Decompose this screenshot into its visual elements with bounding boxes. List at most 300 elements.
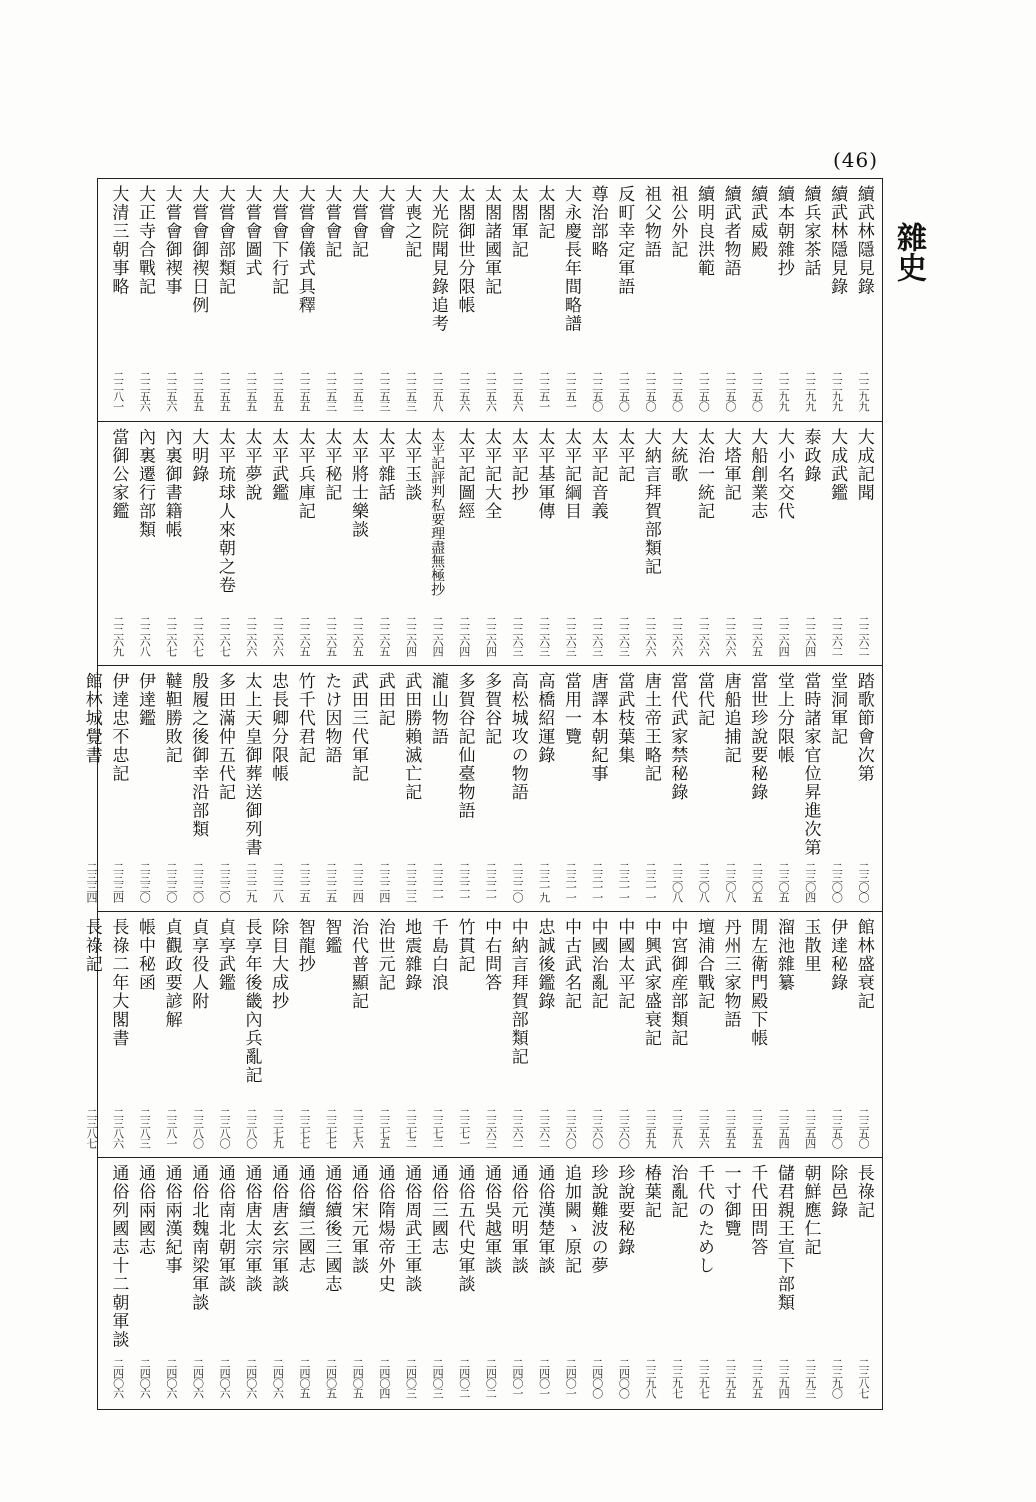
entry-title: 伊達鑑 [135,672,156,728]
index-entry [158,1164,184,1402]
entry-number: 二二五三 [377,371,391,411]
entry-number: 二三五八 [670,1108,684,1148]
index-entry [211,672,237,906]
entry-title: 續武林隱見錄 [853,185,874,296]
entry-number: 二三〇八 [697,862,711,902]
entry-title: 太平雜話 [374,428,395,502]
entry-number: 二四〇六 [191,1358,205,1398]
index-entry [451,1164,477,1402]
index-entry [264,672,290,906]
entry-number: 二三二一 [457,862,471,902]
entry-number: 二四〇五 [351,1358,365,1398]
index-entry [291,918,317,1152]
entry-number: 二二五一 [564,371,578,411]
entry-title: 太閤軍記 [507,185,528,259]
entry-title: 尊治部略 [587,185,608,259]
entry-number: 二三五〇 [830,1108,844,1148]
index-entry [823,918,849,1152]
entry-number: 二二九九 [857,371,870,411]
entry-title: 續兵家茶話 [800,185,821,278]
entry-title: 館林城覺書 [81,672,102,765]
entry-number: 二三六三 [484,1108,498,1148]
entry-title: 千代のためし [694,1164,715,1275]
entry-number: 二三九五 [750,1358,764,1398]
index-entry [318,672,344,906]
index-frame [81,178,883,1410]
index-entry [744,918,770,1152]
index-entry [531,672,557,906]
entry-number: 二二五〇 [723,371,737,411]
entry-number: 二三九〇 [830,1358,844,1398]
entry-number: 二二六九 [111,616,125,656]
entry-title: 大清三朝事略 [108,185,129,296]
index-band [98,1157,882,1407]
index-entry [637,428,663,660]
entry-number: 二二五六 [457,371,471,411]
index-entry [717,672,743,906]
entry-number: 二二六四 [404,616,418,656]
index-entry [131,672,157,906]
entry-number: 二三二五 [324,862,338,902]
entry-number: 二二六五 [750,616,764,656]
index-entry [770,672,796,906]
entry-title: 閒左衛門殿下帳 [747,918,768,1048]
entry-number: 二二五五 [271,371,285,411]
index-entry [397,428,423,660]
entry-number: 二四〇五 [297,1358,311,1398]
index-entry [531,918,557,1152]
entry-title: たけ因物語 [321,672,342,765]
entry-number: 二二六四 [457,616,471,656]
entry-number: 二四〇五 [324,1358,338,1398]
index-entry [371,185,397,415]
entry-number: 二三六〇 [590,1108,604,1148]
entry-title: 大嘗會記 [321,185,342,259]
entry-number: 二三三〇 [191,862,205,902]
entry-title: 堂洞軍記 [827,672,848,746]
entry-title: 殷履之後御幸沿部類 [188,672,209,839]
index-entry [637,918,663,1152]
index-entry [131,918,157,1152]
index-entry [690,672,716,906]
entry-number: 二二五六 [164,371,178,411]
index-entry [717,428,743,660]
entry-title: 竹貫記 [454,918,475,974]
entry-number: 二三五四 [803,1108,817,1148]
entry-number: 二三八七 [857,1358,870,1398]
entry-number: 二三六〇 [617,1108,631,1148]
entry-number: 二二六六 [244,616,258,656]
entry-title: 當御公家鑑 [108,428,129,521]
entry-number: 二二六八 [138,616,152,656]
index-entry [451,918,477,1152]
entry-number: 二三八七 [85,1108,98,1148]
entry-number: 二三一一 [564,862,578,902]
entry-number: 二二五五 [191,371,205,411]
entry-title: 大嘗會御禊日例 [188,185,209,315]
entry-title: 高松城攻の物語 [507,672,528,802]
entry-title: 太平記音義 [587,428,608,521]
index-entry [797,428,823,660]
index-entry [264,918,290,1152]
entry-number: 二三五〇 [857,1108,870,1148]
index-entry [584,1164,610,1402]
entry-number: 二二六四 [431,616,445,656]
entry-number: 二三六〇 [564,1108,578,1148]
index-band [98,421,882,665]
entry-title: 大明錄 [188,428,209,484]
entry-title: 唐船追捕記 [720,672,741,765]
entry-number: 二三一一 [617,862,631,902]
entry-title: 大嘗會 [374,185,395,241]
entry-title: 武田記 [374,672,395,728]
entry-title: 通俗吳越軍談 [481,1164,502,1275]
index-entry [504,672,530,906]
entry-number: 二三二九 [244,862,258,902]
entry-title: 太閤諸國軍記 [481,185,502,296]
entry-number: 二二八一 [111,371,125,411]
entry-number: 二四〇六 [271,1358,285,1398]
entry-number: 二二五六 [138,371,152,411]
index-entry [184,918,210,1152]
index-entry [823,672,849,906]
entry-title: 通俗唐玄宗軍談 [268,1164,289,1294]
index-entry [504,428,530,660]
entry-title: 大嘗會記 [347,185,368,259]
entry-title: 大船創業志 [747,428,768,521]
index-entry [664,918,690,1152]
index-entry [344,185,370,415]
entry-title: 通俗三國志 [427,1164,448,1257]
entry-title: 武田三代軍記 [347,672,368,783]
index-entry [531,185,557,415]
entry-title: 中古武名記 [560,918,581,1011]
entry-title: 長享年後畿內兵亂記 [241,918,262,1085]
entry-title: 當武枝葉集 [614,672,635,765]
entry-number: 二二五五 [297,371,311,411]
entry-title: 伊達秘錄 [827,918,848,992]
entry-number: 二三六二 [537,1108,551,1148]
entry-number: 二二五〇 [644,371,658,411]
entry-title: 當用一覽 [560,672,581,746]
index-entry [184,185,210,415]
entry-title: 大嘗會圖式 [241,185,262,278]
index-entry [717,185,743,415]
entry-title: 大塔軍記 [720,428,741,502]
index-entry [557,185,583,415]
entry-title: 唐土帝王略記 [640,672,661,783]
index-entry [451,672,477,906]
entry-title: 太平記 [614,428,635,484]
entry-title: 堂上分限帳 [773,672,794,765]
index-entry [451,185,477,415]
entry-number: 二二五八 [431,371,445,411]
index-entry [610,185,636,415]
entry-title: 貞享武鑑 [214,918,235,992]
entry-title: 治亂記 [667,1164,688,1220]
entry-title: 續武林隱見錄 [827,185,848,296]
entry-number: 二三五五 [750,1108,764,1148]
entry-title: 大喪之記 [401,185,422,259]
entry-number: 二二六五 [324,616,338,656]
entry-number: 二三九三 [803,1358,817,1398]
index-entry [158,428,184,660]
entry-title: 太治一統記 [694,428,715,521]
entry-number: 二二六六 [670,616,684,656]
entry-number: 二二六三 [537,616,551,656]
entry-title: 千代田問答 [747,1164,768,1257]
entry-number: 二四〇六 [244,1358,258,1398]
entry-number: 二四〇一 [537,1358,551,1398]
entry-title: 太平琉球人來朝之卷 [214,428,235,595]
entry-number: 二三八〇 [244,1108,258,1148]
entry-number: 二三九八 [644,1358,658,1398]
entry-number: 二四〇六 [111,1358,125,1398]
entry-title: 太平玉談 [401,428,422,502]
index-entry [344,1164,370,1402]
entry-title: 續武者物語 [720,185,741,278]
index-entry [557,1164,583,1402]
entry-title: 韃靼勝敗記 [161,672,182,765]
index-entry [424,185,450,415]
index-entry [131,185,157,415]
entry-number: 二三〇八 [723,862,737,902]
index-entry [823,428,849,660]
index-entry [797,672,823,906]
index-entry [318,1164,344,1402]
entry-title: 丹州三家物語 [720,918,741,1029]
entry-title: 館林盛衰記 [853,918,874,1011]
entry-title: 泰政錄 [800,428,821,484]
index-entry [477,428,503,660]
index-entry [610,672,636,906]
entry-title: 大嘗會御禊事 [161,185,182,296]
entry-number: 二三二四 [351,862,365,902]
entry-title: 太平記抄 [507,428,528,502]
index-entry [850,428,876,660]
entry-number: 二二六七 [164,616,178,656]
index-entry [504,185,530,415]
entry-title: 忠長卿分限帳 [268,672,289,783]
entry-title: 大嘗會儀式具釋 [294,185,315,315]
entry-number: 二二六六 [271,616,285,656]
entry-number: 二三八一 [164,1108,178,1148]
index-entry [664,185,690,415]
entry-number: 二三七一 [457,1108,471,1148]
entry-title: 太平將士樂談 [347,428,368,539]
entry-title: 當世珍說要秘錄 [747,672,768,802]
entry-number: 二三七二 [431,1108,445,1148]
index-entry [184,672,210,906]
entry-title: 忠誠後鑑錄 [534,918,555,1011]
index-entry [105,918,131,1152]
entry-number: 二三八〇 [191,1108,205,1148]
entry-number: 二二六二 [857,616,870,656]
entry-number: 二四〇一 [510,1358,524,1398]
entry-number: 二二五〇 [590,371,604,411]
entry-number: 二三七六 [351,1108,365,1148]
index-entry [850,1164,876,1402]
entry-title: 通俗續三國志 [294,1164,315,1275]
index-entry [823,185,849,415]
index-entry [690,918,716,1152]
index-entry [770,185,796,415]
index-entry [717,1164,743,1402]
index-entry [318,918,344,1152]
index-entry [664,1164,690,1402]
entry-title: 中納言拜賀部類記 [507,918,528,1066]
entry-number: 二四〇一 [564,1358,578,1398]
entry-number: 二二九九 [830,371,844,411]
index-entry [105,672,131,906]
index-entry [664,428,690,660]
index-entry [610,428,636,660]
entry-number: 二三二五 [297,862,311,902]
index-entry [797,185,823,415]
entry-title: 踏歌節會次第 [853,672,874,783]
entry-number: 二三八三 [138,1108,152,1148]
index-entry [850,672,876,906]
entry-number: 二三一一 [644,862,658,902]
entry-number: 二二五六 [510,371,524,411]
index-entry [557,672,583,906]
index-entry [371,672,397,906]
index-entry [504,1164,530,1402]
entry-number: 二四〇六 [138,1358,152,1398]
index-entry [451,428,477,660]
entry-title: 珍說要秘錄 [614,1164,635,1257]
entry-number: 二二五三 [404,371,418,411]
index-entry [105,185,131,415]
entry-number: 二二六五 [377,616,391,656]
entry-number: 二二六五 [351,616,365,656]
entry-number: 二二九九 [803,371,817,411]
entry-title: 太平秘記 [321,428,342,502]
entry-number: 二二五五 [218,371,232,411]
index-entry [584,918,610,1152]
entry-number: 二三五四 [777,1108,791,1148]
index-entry [238,185,264,415]
entry-number: 二四〇〇 [590,1358,604,1398]
entry-title: 反町幸定軍語 [614,185,635,296]
index-entry [344,918,370,1152]
entry-title: 通俗隋煬帝外史 [374,1164,395,1294]
entry-number: 二二六二 [830,616,844,656]
index-band [98,179,882,421]
entry-number: 二二六三 [617,616,631,656]
entry-number: 二三七二 [404,1108,418,1148]
index-entry [291,428,317,660]
entry-number: 二二五五 [244,371,258,411]
entry-number: 二二六六 [697,616,711,656]
entry-number: 二二六四 [484,616,498,656]
index-entry [264,185,290,415]
entry-title: 追加闕ゝ原記 [560,1164,581,1275]
entry-title: 通俗續後三國志 [321,1164,342,1294]
entry-number: 二二六五 [297,616,311,656]
index-entry [211,428,237,660]
entry-number: 二三二一 [484,862,498,902]
index-entry [850,185,876,415]
entry-title: 通俗唐太宗軍談 [241,1164,262,1294]
entry-title: 智鑑 [321,918,342,955]
index-entry [770,428,796,660]
index-entry [344,428,370,660]
entry-title: 通俗北魏南梁軍談 [188,1164,209,1312]
entry-title: 太閤御世分限帳 [454,185,475,315]
entry-title: 通俗南北朝軍談 [214,1164,235,1294]
index-entry [690,185,716,415]
entry-number: 二三三〇 [164,862,178,902]
entry-title: 續本朝雜抄 [773,185,794,278]
entry-title: 大納言拜賀部類記 [640,428,661,576]
index-entry [797,918,823,1152]
section-title: 雜史 [891,222,926,282]
entry-title: 大小名交代 [773,428,794,521]
index-entry [477,918,503,1152]
index-entry [531,428,557,660]
index-entry [344,672,370,906]
index-entry [397,672,423,906]
index-entry [291,672,317,906]
index-entry [211,1164,237,1402]
entry-title: 瀧山物語 [427,672,448,746]
entry-title: 大光院聞見錄追考 [427,185,448,333]
index-entry [78,918,104,1152]
entry-number: 二三八〇 [218,1108,232,1148]
index-entry [690,428,716,660]
entry-title: 大統歌 [667,428,688,484]
entry-number: 二三二〇 [510,862,524,902]
entry-number: 二二五三 [324,371,338,411]
entry-number: 二二五一 [537,371,551,411]
entry-title: 太平記評判私要理盡無極抄 [429,428,446,596]
index-entry [238,428,264,660]
entry-number: 二三七七 [297,1108,311,1148]
index-entry [105,1164,131,1402]
entry-title: 通俗周武王軍談 [401,1164,422,1294]
index-entry [371,918,397,1152]
entry-number: 二三二一 [431,862,445,902]
index-entry [744,428,770,660]
entry-number: 二二五〇 [750,371,764,411]
index-entry [637,1164,663,1402]
entry-title: 通俗兩漢紀事 [161,1164,182,1275]
index-band [81,911,882,1157]
index-entry [264,1164,290,1402]
entry-number: 二三五九 [644,1108,658,1148]
entry-number: 二四〇四 [377,1358,391,1398]
entry-number: 二三〇八 [670,862,684,902]
index-entry [291,1164,317,1402]
entry-number: 二三三〇 [218,862,232,902]
index-entry [477,1164,503,1402]
entry-number: 二二六四 [803,616,817,656]
entry-number: 二二五六 [484,371,498,411]
entry-number: 二三七五 [377,1108,391,1148]
index-entry [477,185,503,415]
index-band [81,665,882,911]
entry-title: 內裏御書籍帳 [161,428,182,539]
entry-title: 續明良洪範 [694,185,715,278]
entry-number: 二四〇六 [164,1358,178,1398]
entry-title: 太平武鑑 [268,428,289,502]
entry-number: 二三〇五 [750,862,764,902]
entry-title: 太平記圖經 [454,428,475,521]
entry-number: 二三六二 [510,1108,524,1148]
index-entry [717,918,743,1152]
entry-title: 朝鮮應仁記 [800,1164,821,1257]
